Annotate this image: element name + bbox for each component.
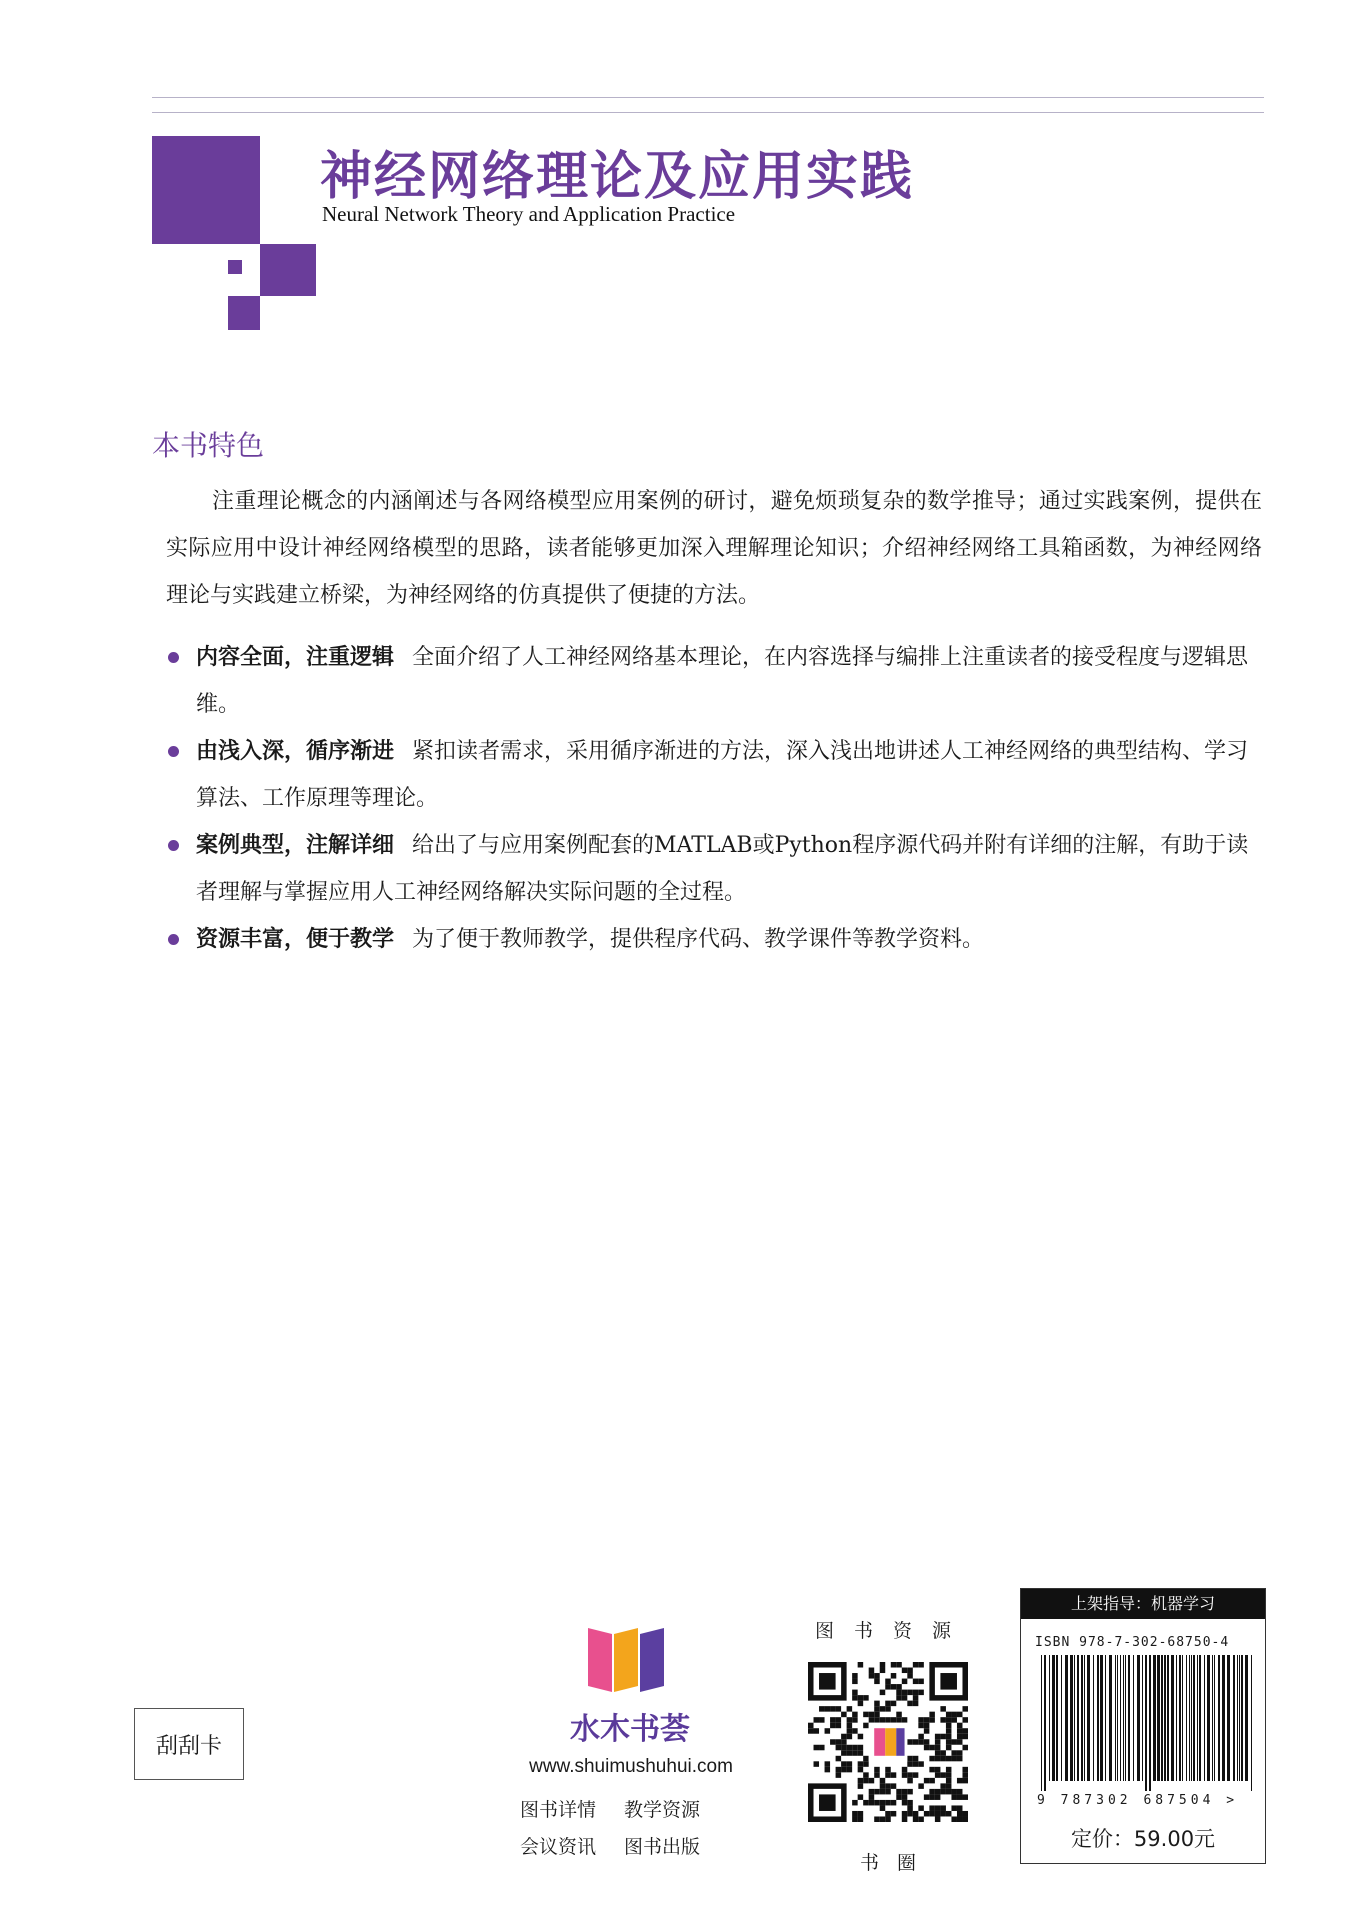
barcode-icon xyxy=(1041,1655,1255,1791)
qr-code-icon xyxy=(808,1662,968,1822)
feature-text: 全面介绍了人工神经网络基本理论，在内容选择与编排上注重读者的接受程度与逻辑思维。 xyxy=(196,645,1249,717)
feature-text: 紧扣读者需求，采用循序渐进的方法，深入浅出地讲述人工神经网络的典型结构、学习算法、工作原理等理论。 xyxy=(196,739,1249,811)
list-item xyxy=(160,728,1266,822)
feature-list xyxy=(160,634,1266,963)
scratch-card: 刮刮卡 xyxy=(134,1708,244,1780)
qr-caption: 书圈 xyxy=(860,1852,935,1874)
publisher-url: www.shuimushuhui.com xyxy=(529,1756,733,1777)
list-item xyxy=(160,916,1266,963)
isbn-number: ISBN 978-7-302-68750-4 xyxy=(1035,1635,1230,1650)
top-rule-2 xyxy=(152,112,1264,113)
book-logo-icon xyxy=(500,1620,760,1700)
bullet-icon xyxy=(168,840,179,851)
bullet-icon xyxy=(168,934,179,945)
shelf-guide: 上架指导：机器学习 xyxy=(1021,1589,1265,1619)
feature-text: 为了便于教师教学，提供程序代码、教学课件等教学资料。 xyxy=(412,927,985,952)
feature-lead: 资源丰富，便于教学 xyxy=(196,926,395,952)
feature-text: 给出了与应用案例配套的MATLAB或Python程序源代码并附有详细的注解，有助于读者理解与掌握应用人工神经网络解决实际问题的全过程。 xyxy=(196,833,1249,905)
list-item xyxy=(160,634,1266,728)
bullet-icon xyxy=(168,746,179,757)
link-book-details: 图书详情 xyxy=(520,1799,597,1821)
price: 定价：59.00元 xyxy=(1070,1827,1216,1851)
book-title: 神经网络理论及应用实践 xyxy=(320,146,915,207)
publisher-logo xyxy=(500,1620,760,1704)
feature-lead: 由浅入深，循序渐进 xyxy=(196,738,395,764)
barcode-digits: 9 787302 687504 > xyxy=(1037,1793,1239,1808)
feature-lead: 案例典型，注解详细 xyxy=(196,832,395,858)
feature-lead: 内容全面，注重逻辑 xyxy=(196,644,395,670)
link-teaching-resources: 教学资源 xyxy=(624,1799,701,1821)
book-subtitle: Neural Network Theory and Application Practice xyxy=(322,202,736,226)
bullet-icon xyxy=(168,652,179,663)
publisher-links xyxy=(520,1792,742,1866)
link-conference-news: 会议资讯 xyxy=(520,1836,597,1858)
top-rule-1 xyxy=(152,97,1264,98)
qr-title: 图书资源 xyxy=(814,1620,971,1642)
list-item xyxy=(160,822,1266,916)
link-book-publishing: 图书出版 xyxy=(624,1836,701,1858)
isbn-box xyxy=(1020,1588,1266,1864)
intro-paragraph: 注重理论概念的内涵阐述与各网络模型应用案例的研讨，避免烦琐复杂的数学推导；通过实践案例，提供在实际应用中设计神经网络模型的思路，读者能够更加深入理解理论知识；介绍神经网络工具箱函数，为神经网络理论与实践建立桥梁，为神经网络的仿真提供了便捷的方法。 xyxy=(166,489,1262,608)
publisher-name: 水木书荟 xyxy=(570,1712,690,1747)
section-title: 本书特色 xyxy=(152,429,265,462)
